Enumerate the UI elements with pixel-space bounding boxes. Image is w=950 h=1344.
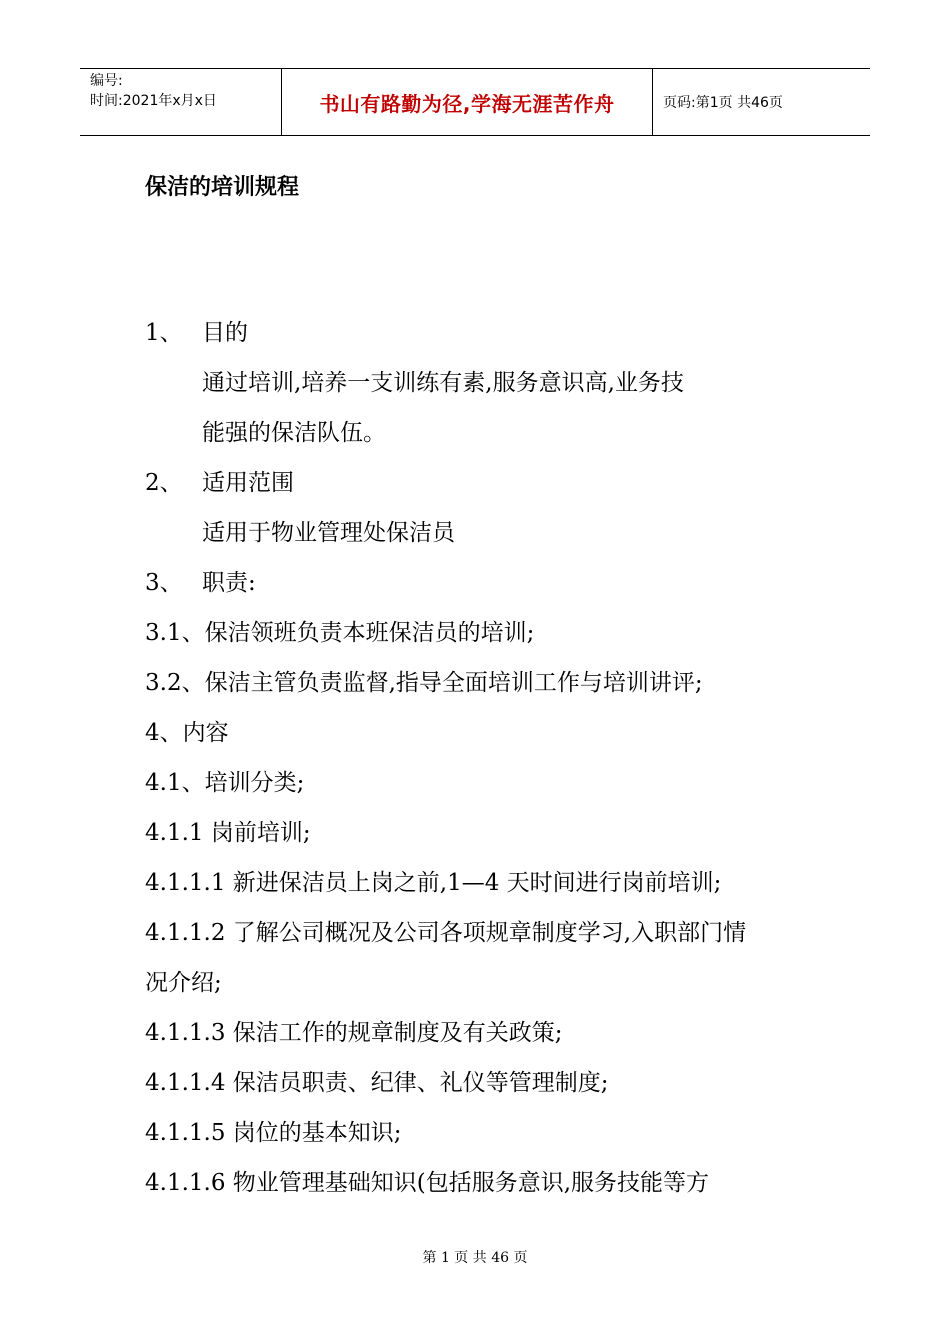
section-4-1-1-6: 4.1.1.6 物业管理基础知识(包括服务意识,服务技能等方 xyxy=(145,1170,710,1196)
document-number-label: 编号: xyxy=(90,73,123,89)
section-4-1-1-4: 4.1.1.4 保洁员职责、纪律、礼仪等管理制度; xyxy=(145,1070,609,1096)
section-1-body-line-1: 通过培训,培养一支训练有素,服务意识高,业务技 xyxy=(202,370,684,396)
section-3-heading: 职责: xyxy=(202,570,256,596)
header-middle-cell xyxy=(281,69,653,135)
page-header xyxy=(80,68,870,136)
section-4-1-1-3: 4.1.1.3 保洁工作的规章制度及有关政策; xyxy=(145,1020,563,1046)
header-motto: 书山有路勤为径,学海无涯苦作舟 xyxy=(319,91,615,116)
section-1-number: 1、 xyxy=(145,320,183,346)
section-1-heading: 目的 xyxy=(202,320,248,346)
section-2-number: 2、 xyxy=(145,470,183,496)
section-4-1-1-1: 4.1.1.1 新进保洁员上岗之前,1—4 天时间进行岗前培训; xyxy=(145,870,722,896)
section-3-number: 3、 xyxy=(145,570,183,596)
section-2-body: 适用于物业管理处保洁员 xyxy=(202,520,455,546)
document-time-label: 时间:2021年x月x日 xyxy=(90,93,217,109)
section-2-heading: 适用范围 xyxy=(202,470,294,496)
section-4-1: 4.1、培训分类; xyxy=(145,770,305,796)
header-right-cell xyxy=(653,69,870,135)
section-1-body-line-2: 能强的保洁队伍。 xyxy=(202,420,386,446)
section-4-1-1: 4.1.1 岗前培训; xyxy=(145,820,311,846)
section-3-1: 3.1、保洁领班负责本班保洁员的培训; xyxy=(145,620,535,646)
page-footer: 第 1 页 共 46 页 xyxy=(422,1250,528,1266)
header-page-info: 页码:第1页 共46页 xyxy=(663,95,783,111)
section-4-1-1-2-line-2: 况介绍; xyxy=(145,970,222,996)
section-4-1-1-5: 4.1.1.5 岗位的基本知识; xyxy=(145,1120,402,1146)
header-left-cell xyxy=(80,69,281,135)
section-4-heading: 4、内容 xyxy=(145,720,229,746)
section-4-1-1-2-line-1: 4.1.1.2 了解公司概况及公司各项规章制度学习,入职部门情 xyxy=(145,920,747,946)
document-title: 保洁的培训规程 xyxy=(145,175,300,200)
section-3-2: 3.2、保洁主管负责监督,指导全面培训工作与培训讲评; xyxy=(145,670,703,696)
